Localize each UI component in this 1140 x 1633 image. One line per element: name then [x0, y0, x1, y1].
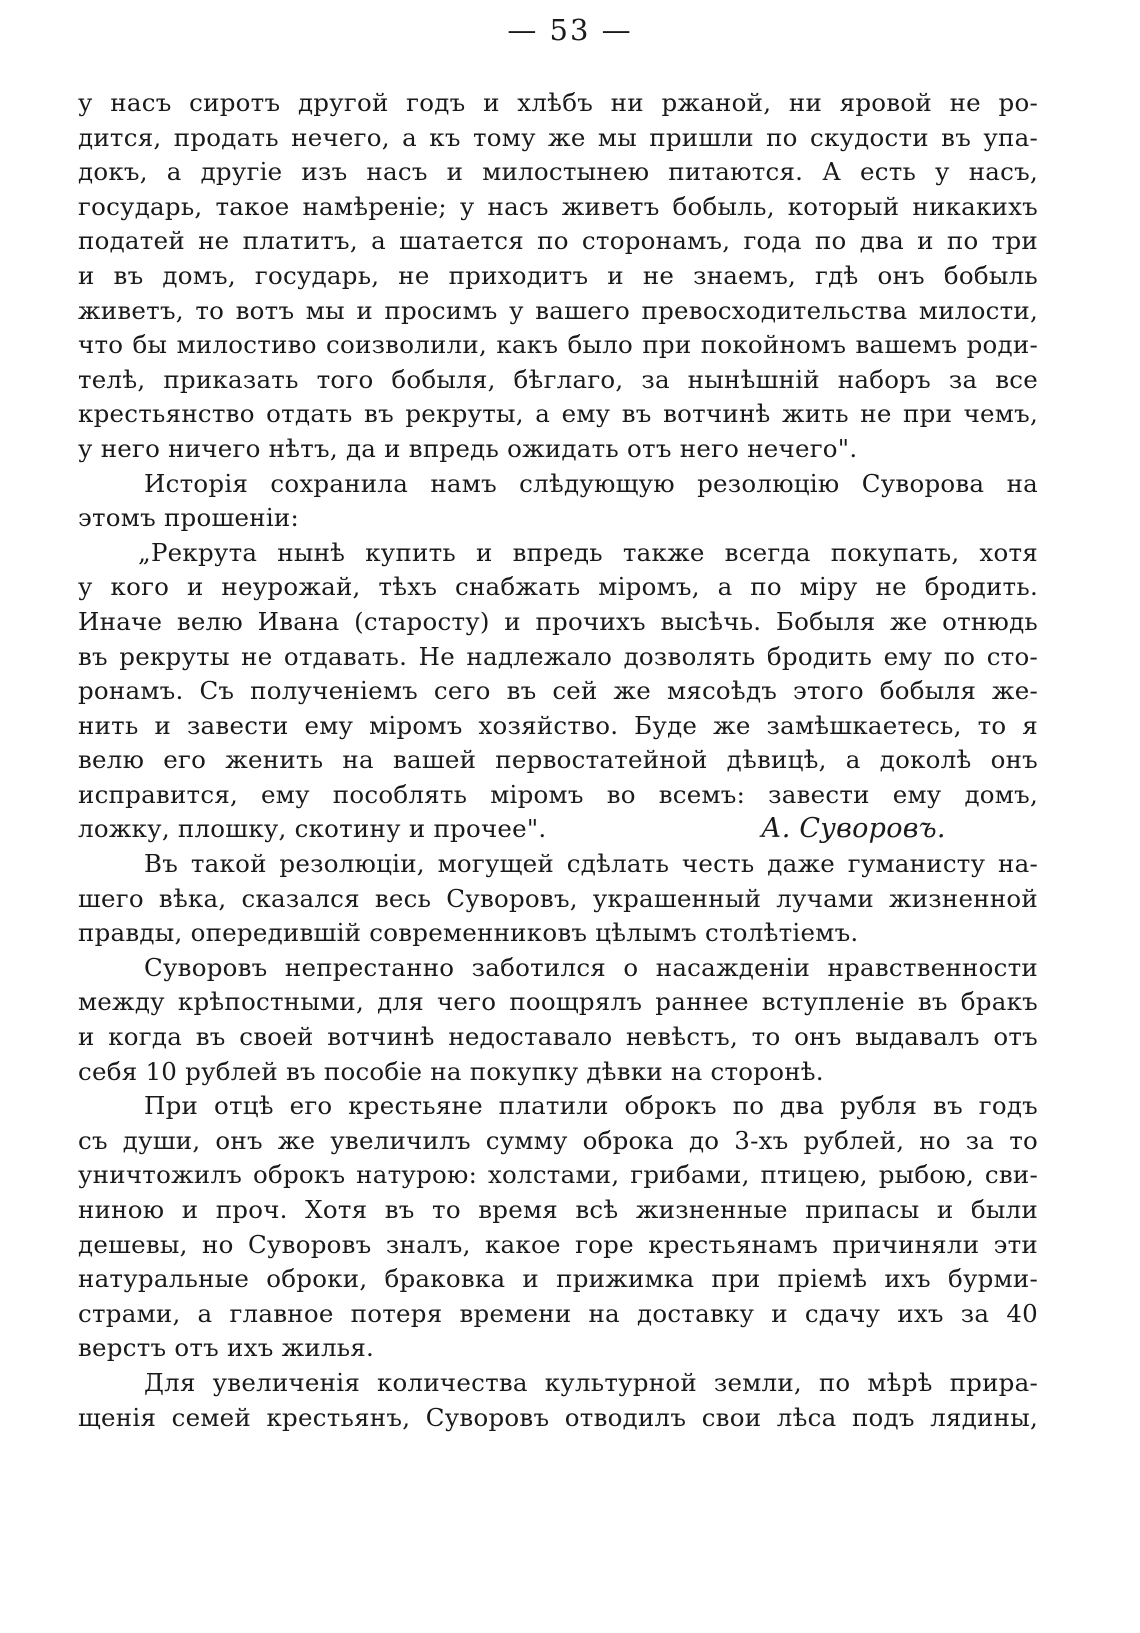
text-line: При отцѣ его крестьяне платили оброкъ по два рубля въ годъ [144, 1091, 1038, 1121]
text-line: телѣ, приказать того бобыля, бѣглаго, за нынѣшній наборъ за все [78, 364, 1038, 394]
text-line: Въ такой резолюціи, могущей сдѣлать честь даже гуманисту на- [144, 849, 1038, 879]
text-line: Суворовъ непрестанно заботился о насажденіи нравственности [144, 952, 1038, 982]
text-line: натуральные оброки, браковка и прижимка при пріемѣ ихъ бурми- [78, 1264, 1038, 1294]
text-line: съ души, онъ же увеличилъ сумму оброка до 3-хъ рублей, но за то [78, 1125, 1038, 1155]
text-line: у него ничего нѣтъ, да и впредь ожидать отъ него нечего". [78, 433, 858, 463]
text-line: этомъ прошеніи: [78, 503, 299, 533]
text-line: и въ домъ, государь, не приходитъ и не знаемъ, гдѣ онъ бобыль [78, 260, 1038, 290]
text-line: щенія семей крестьянъ, Суворовъ отводилъ свои лѣса подъ лядины, [78, 1402, 1038, 1432]
signature: А. Суворовъ. [761, 813, 946, 845]
quote-line: нить и завести ему міромъ хозяйство. Буде же замѣшкаетесь, то я [78, 710, 1038, 740]
text-line: докъ, а другіе изъ насъ и милостынею питаются. А есть у насъ, [78, 157, 1038, 187]
text-line: что бы милостиво соизволили, какъ было при покойномъ вашемъ роди- [78, 330, 1038, 360]
text-line: живетъ, то вотъ мы и просимъ у вашего превосходительства милости, [78, 295, 1038, 325]
quote-line: у кого и неурожай, тѣхъ снабжать міромъ, а по міру не бродить. [78, 572, 1038, 602]
body-text [78, 86, 1038, 1435]
quote-line-with-signature [78, 812, 1038, 847]
text-line: и когда въ своей вотчинѣ недоставало невѣстъ, то онъ выдавалъ отъ [78, 1022, 1038, 1052]
text-line: правды, опередившій современниковъ цѣлымъ столѣтіемъ. [78, 918, 859, 948]
text-line: податей не платитъ, а шатается по сторонамъ, года по два и по три [78, 226, 1038, 256]
text-line: страми, а главное потеря времени на доставку и сдачу ихъ за 40 [78, 1298, 1038, 1328]
quote-end: ложку, плошку, скотину и прочее". [78, 814, 547, 844]
text-line: у насъ сиротъ другой годъ и хлѣбъ ни ржаной, ни яровой не ро- [78, 88, 1038, 117]
quote-line: Иначе велю Ивана (старосту) и прочихъ высѣчь. Бобыля же отнюдь [78, 606, 1038, 636]
text-line: Для увеличенія количества культурной земли, по мѣрѣ прира- [144, 1367, 1038, 1397]
text-line: себя 10 рублей въ пособіе на покупку дѣвки на сторонѣ. [78, 1056, 824, 1086]
quote-line: „Рекрута нынѣ купить и впредь также всегда покупать, хотя [138, 537, 1038, 567]
quote-line: ронамъ. Съ полученіемъ сего въ сей же мясоѣдъ этого бобыля же- [78, 676, 1038, 706]
text-line: шего вѣка, сказался весь Суворовъ, украшенный лучами жизненной [78, 883, 1038, 913]
text-line: верстъ отъ ихъ жилья. [78, 1333, 375, 1363]
quote-line: въ рекруты не отдавать. Не надлежало дозволять бродить ему по сто- [78, 641, 1038, 671]
text-line: дешевы, но Суворовъ зналъ, какое горе крестьянамъ причиняли эти [78, 1229, 1038, 1259]
text-line: Исторія сохранила намъ слѣдующую резолюцію Суворова на [144, 468, 1038, 498]
text-line: государь, такое намѣреніе; у насъ живетъ бобыль, который никакихъ [78, 191, 1038, 221]
text-line: уничтожилъ оброкъ натурою: холстами, грибами, птицею, рыбою, сви- [78, 1160, 1038, 1190]
page-number: — 53 — [507, 13, 633, 47]
text-line: между крѣпостными, для чего поощрялъ раннее вступленіе въ бракъ [78, 987, 1038, 1017]
text-line: крестьянство отдать въ рекруты, а ему въ вотчинѣ жить не при чемъ, [78, 399, 1038, 429]
quote-line: исправится, ему пособлять міромъ во всемъ: завести ему домъ, [78, 779, 1038, 809]
quote-line: велю его женить на вашей первостатейной дѣвицѣ, а доколѣ онъ [78, 745, 1038, 775]
text-line: ниною и проч. Хотя въ то время всѣ жизненные припасы и были [78, 1195, 1038, 1224]
text-line: дится, продать нечего, а къ тому же мы пришли по скудости въ упа- [78, 122, 1038, 152]
